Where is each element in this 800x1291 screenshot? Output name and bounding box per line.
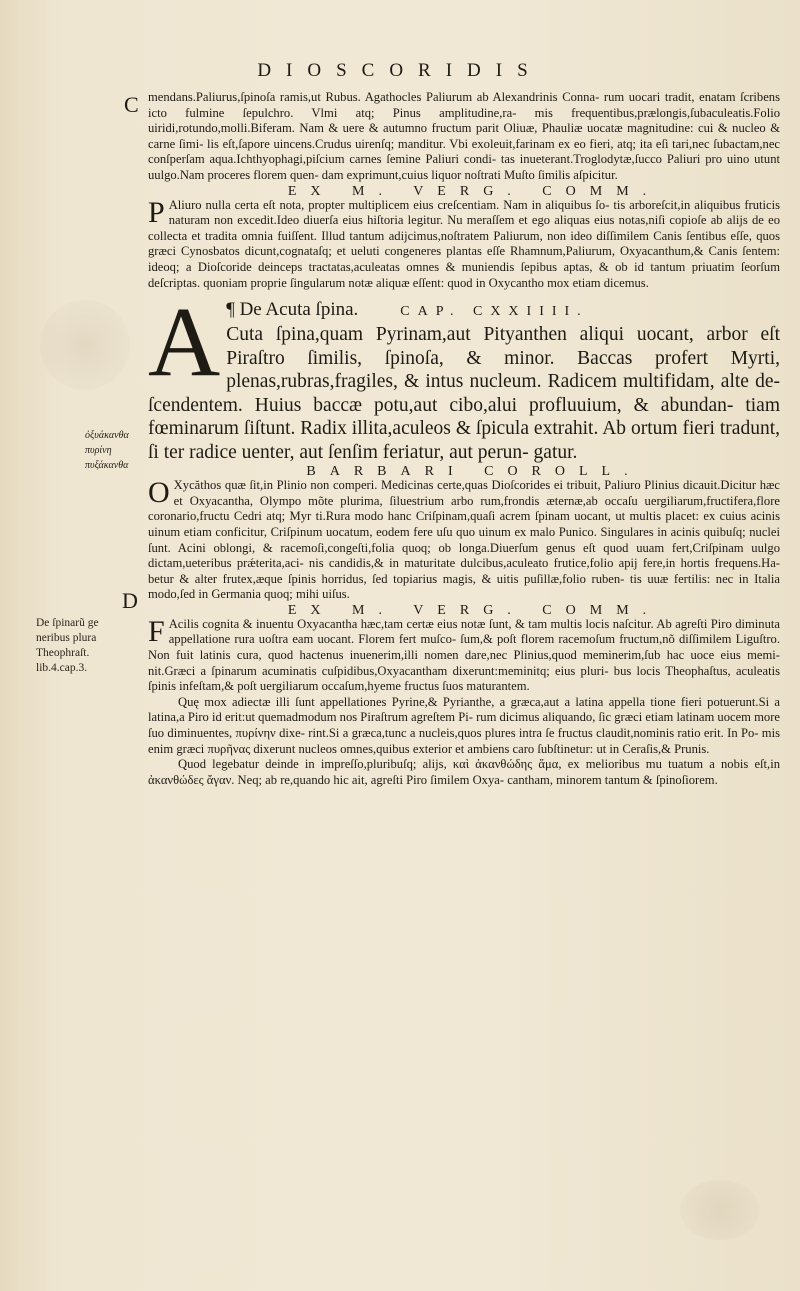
commentary-paragraph: Quę mox adiectæ illi ſunt appellationes Pyrine,& Pyrianthe, a græca,aut a latina appella tione fieri potuerunt.Si a latina,a Piro id erit:ut quemadmodum nos Piraſtrum agreſtem Pi- rum dicimus aliquando, ſic græci etiam latinam uocem more ſuo diminuentes, πυρίνην dixe- rint.Si a græca,tunc a nucleis,quos plures intra ſe fructus claudit,nominis ratio erit. In Po- mis enim græci πυρῆνας dixerunt nucleos omnes,quibus exterior et ambiens caro ſubſtinetur: ut in Ceraſis,& Prunis. bbox=[148, 694, 780, 756]
chapter-title bbox=[148, 299, 780, 323]
margin-note-line: neribus plura bbox=[36, 632, 97, 644]
chapter-drop-capital: A bbox=[148, 286, 221, 398]
commentary-paragraph: Quod legebatur deinde in impreſſo,pluribuſq; alijs, καὶ ἀκανθώδης ἅμα, ex melioribus mu tuatum a nobis eſt,in ἀκανθώδες ἄγαν. Neq; ab re,quando hic ait, agreſti Piro ſimilem Oxya- cantham, minorem tantum & ſpinoſiorem. bbox=[148, 757, 780, 787]
main-text-column bbox=[148, 90, 780, 788]
commentary-2 bbox=[148, 603, 780, 789]
paper-stain bbox=[40, 300, 130, 390]
margin-note-line: lib.4.cap.3. bbox=[36, 662, 88, 674]
running-header: DIOSCORIDIS bbox=[257, 60, 543, 81]
drop-capital: P bbox=[148, 195, 165, 229]
greek-gloss-line: πυξάκανθα bbox=[85, 460, 129, 471]
commentary-body: Aliuro nulla certa eſt nota, propter multiplicem eius creſcentiam. Nam in aliquibus ſo- tis arboreſcit,in aliquibus fruticis naturam non excedit.Ideo diuerſa eius hiſtoria legitur. Nu meraſſem et ego aliquas eius notas,niſi copioſe ab alijs de eo collecta et tradita omnia fuiſſent. Illud tantum adijcimus,noſtratem Paliurum, non ideo diſſimilem Canis ſentibus eſſe, quos græci Cynosbatos dicunt,cognataſq; et ueluti congeneres plantas eſſe Rhamnum,Paliurum, Oxyacanthum,& Canis ſentem: ideoq; a Dioſcoride deinceps tractatas,aculeatas omnes & muniendis ſepibus aptas, & ob id tantum priuatim ſeorſum deſcriptas. quoniam proprie ſingularum notæ aliquæ eſſent: quod in Oxycantho mox etiam dicemus. bbox=[148, 197, 780, 290]
commentary-heading: EX M. VERG. COMM. bbox=[287, 602, 661, 618]
section-letter-d: D bbox=[122, 588, 138, 613]
commentary-1 bbox=[148, 184, 780, 292]
margin-note-line: Theophraſt. bbox=[36, 647, 90, 659]
commentary-text bbox=[148, 614, 780, 695]
greek-gloss-line: πυρίνη bbox=[85, 445, 112, 456]
commentary-heading: EX M. VERG. COMM. bbox=[287, 183, 661, 199]
barbari-text bbox=[148, 478, 780, 603]
drop-capital: F bbox=[148, 614, 165, 648]
margin-note-line: De ſpinarũ ge bbox=[36, 617, 99, 629]
section-letter-c: C bbox=[124, 92, 139, 117]
greek-gloss-line: ὀξυάκανθα bbox=[85, 430, 129, 441]
commentary-text bbox=[148, 195, 780, 292]
barbari-heading: BARBARI COROLL. bbox=[306, 464, 642, 480]
chapter-text: Cuta ſpina,quam Pyrinam,aut Pityanthen aliqui uocant, arbor eſt Piraſtro ſimilis, ſpinoſa, & minor. Baccas profert Myrti, plenas,rubras,fragiles, & intus nucleum. Radicem multifidam, alte de- ſcendentem. Huius baccæ potu,aut cibo,alui profluuium, & abundan- tiam fœminarum ſiſtunt. Radix illita,aculeos & ſpicula extrahit. Ab ortum fieri tradunt, ſi ter radice uenter, aut ſenſim feriatur, aut perun- gatur. bbox=[148, 324, 780, 463]
chapter-number: CAP. CXXIIII. bbox=[400, 304, 589, 320]
paper-stain bbox=[680, 1180, 760, 1240]
barbari-corollarium bbox=[148, 464, 780, 603]
barbari-body: Xycăthos quæ ſit,in Plinio non comperi. Medicinas certe,quas Dioſcorides ei tribuit, Paliuro Plinius dicauit.Dicitur hæc et Oxyacantha, Olympo mõte plurima, ſiluestrium arbo rum,frondis æternæ,ab occaſu uergiliarum,fructifera,flore coronario,fructu Cedri atq; Myr ti.Rura modo hanc Criſpinam,quaſi acrem ſpinam uocant, ut multis placet: ex cuius acinis uinum etiam conficitur, Criſpinum uocatum, eodem fere uſu quo uinum ex malo Punico. Singulares in acinis quibuſq; nuclei ſunt. Acini oblongi, & racemoſi,congeſti,folia quoq; ob longa.Diuerſum genus eſt quod uuam fert,Criſpinam uulgo dictam,ueteribus prǽterita,aci- nis candidis,& in maturitate dulcibus,aculeato frutice,folio apij fere,in hortis frequens.Ha- betur & alter frutex,æque ſpinis horridus, ſed topiarius magis, & uitis puſillæ,folio ruben- tis uuæ fertilis: nec in Italia modo,ſed in Germania quoq; mihi uiſus. bbox=[148, 478, 780, 602]
commentary-body: Acilis cognita & inuentu Oxyacantha hæc,tam certæ eius notæ ſunt, & tam multis locis naſcitur. Ab agreſti Piro diminuta appellatione rura uoſtra eam uocant. Florem fert muſco- ſum,& poſt florem racemoſum fructum,nõ diſſimilem Liguſtro. Non fuit latinis cura, quod hactenus inuenerim,illi nomen dare,nec Plinius,quod meminerim,ſub hac uoce eius memi- nit.Græci a ſpinarum acuminatis cuſpidibus,Oxyacantham dixerunt:meminitq; eius pluri- bus locis Theophaſtus, aculeatis ſpinis infeſtam,& poſt uergiliarum occaſum,hyeme fructus ſuos maturantem. bbox=[148, 616, 780, 694]
chapter-title-text: ¶ De Acuta ſpina. bbox=[226, 299, 359, 321]
margin-greek-gloss bbox=[85, 428, 145, 473]
intro-paragraph: mendans.Paliurus,ſpinoſa ramis,ut Rubus. Agathocles Paliurum ab Alexandrinis Conna- rum uocari tradit, enatam ſcribens icto fulmine ſepulchro. Vlmi atq; Pinus amplitudine,ra- mis frequentibus,prælongis,ſubaculeatis.Folio uiridi,rotundo,molli.Biferam. Nam & uere & autumno fructum parit Oliuæ, Phauliæ uocatæ magnitudine: cui & nucleo & carne ſimi- lis eſt,ſapore uincens.Crudus uirenſq; manditur. Vbi exoleuit,farinam ex eo fieri, atq; ita eſi tari,nec ſubactam,nec conſperſam aqua.Ichthyophagi,piſcium carnes ſemine Paliuri condi- tas inueterant.Troglodytæ,ſucco Paliuri pro uino utunt uulgo.Nam proceres florem quen- dam exprimunt,cuius liquor noſtrati Muſto ſimilis aſpicitur. bbox=[148, 90, 780, 182]
drop-capital: O bbox=[148, 476, 170, 510]
chapter-acuta-spina bbox=[148, 286, 780, 464]
margin-note-theophrastus bbox=[36, 616, 144, 676]
